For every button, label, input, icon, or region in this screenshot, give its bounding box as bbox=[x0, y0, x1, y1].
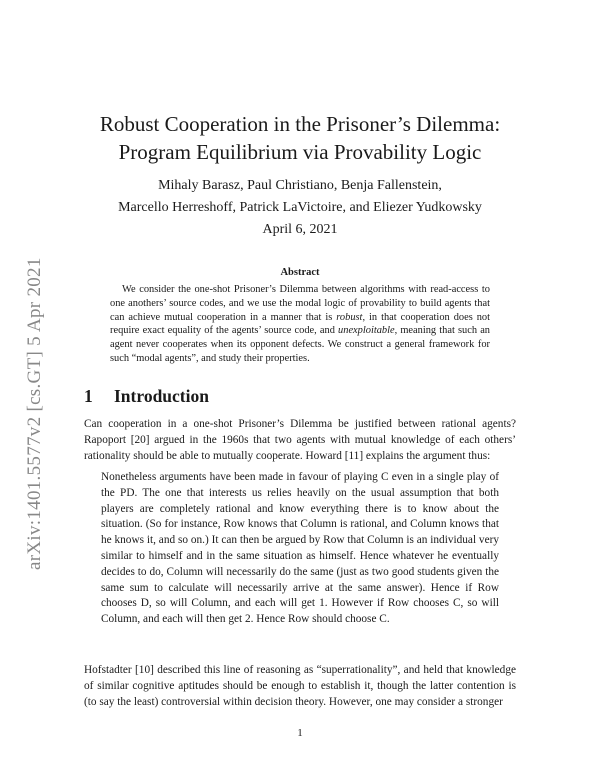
arxiv-stamp: arXiv:1401.5577v2 [cs.GT] 5 Apr 2021 bbox=[24, 257, 45, 570]
paper-date: April 6, 2021 bbox=[262, 222, 338, 237]
abstract-heading: Abstract bbox=[280, 267, 320, 278]
abstract-text-2: , in that cooperation does not require exact equality of the agents’ source code, and bbox=[110, 311, 490, 337]
arxiv-stamp-area bbox=[8, 198, 45, 570]
howard-quote: Nonetheless arguments have been made in favour of playing C even in a single play of the PD. The one that interests us relies heavily on the usual assumption that both players are completely rational and know everything there is to know about the situation. (So for instance, Row knows that Column is rational, and Column knows that he knows it, and so on.) It can then be argued by Row that Column is an individual very similar to himself and in the same situation as himself. Hence whatever he eventually decides to do, Column will necessarily do the same (just as two good students given the same sum to calculate will necessarily arrive at the same answer). Hence if Row chooses D, so will Column, and each will get 1. However if Row chooses C, so will Column, and each will then get 2. Hence Row should choose C. bbox=[101, 471, 499, 626]
abstract-em-robust: robust bbox=[336, 311, 363, 323]
abstract-em-unexploitable: unexploitable bbox=[338, 325, 395, 337]
title-line-2: Program Equilibrium via Provability Logic bbox=[118, 140, 482, 164]
section-title: Introduction bbox=[114, 386, 209, 406]
title-line-1: Robust Cooperation in the Prisoner’s Dilemma: bbox=[99, 112, 501, 136]
abstract-text-1: We consider the one-shot Prisoner’s Dilemma between algorithms with read-access to one anothers’ source codes, and we use the modal logic of provability to build agents that can achieve mutual cooperation in a manner that is bbox=[110, 284, 490, 323]
abstract-body bbox=[110, 283, 490, 366]
page-number: 1 bbox=[297, 727, 303, 739]
abstract-text-3: , meaning that such an agent never cooperates when its opponent defects. We construct a general framework for such “modal agents”, and study their properties. bbox=[110, 325, 491, 364]
intro-paragraph-1: Can cooperation in a one-shot Prisoner’s Dilemma be justified between rational agents? Rapoport [20] argued in the 1960s that two agents with mutual knowledge of each others’ rationality should be able to mutually cooperate. Howard [11] explains the argument thus: bbox=[84, 418, 516, 462]
section-heading-introduction bbox=[84, 386, 209, 407]
author-list bbox=[60, 175, 540, 219]
authors-line-2: Marcello Herreshoff, Patrick LaVictoire, and Eliezer Yudkowsky bbox=[118, 200, 482, 215]
paper-title bbox=[60, 110, 540, 166]
intro-paragraph-2: Hofstadter [10] described this line of reasoning as “superrationality”, and held that knowledge of similar cognitive aptitudes should be enough to establish it, though the latter contention is (to say the least) controversial within decision theory. However, one may consider a stronger bbox=[84, 664, 516, 708]
section-number: 1 bbox=[84, 386, 93, 406]
authors-line-1: Mihaly Barasz, Paul Christiano, Benja Fallenstein, bbox=[158, 178, 442, 193]
